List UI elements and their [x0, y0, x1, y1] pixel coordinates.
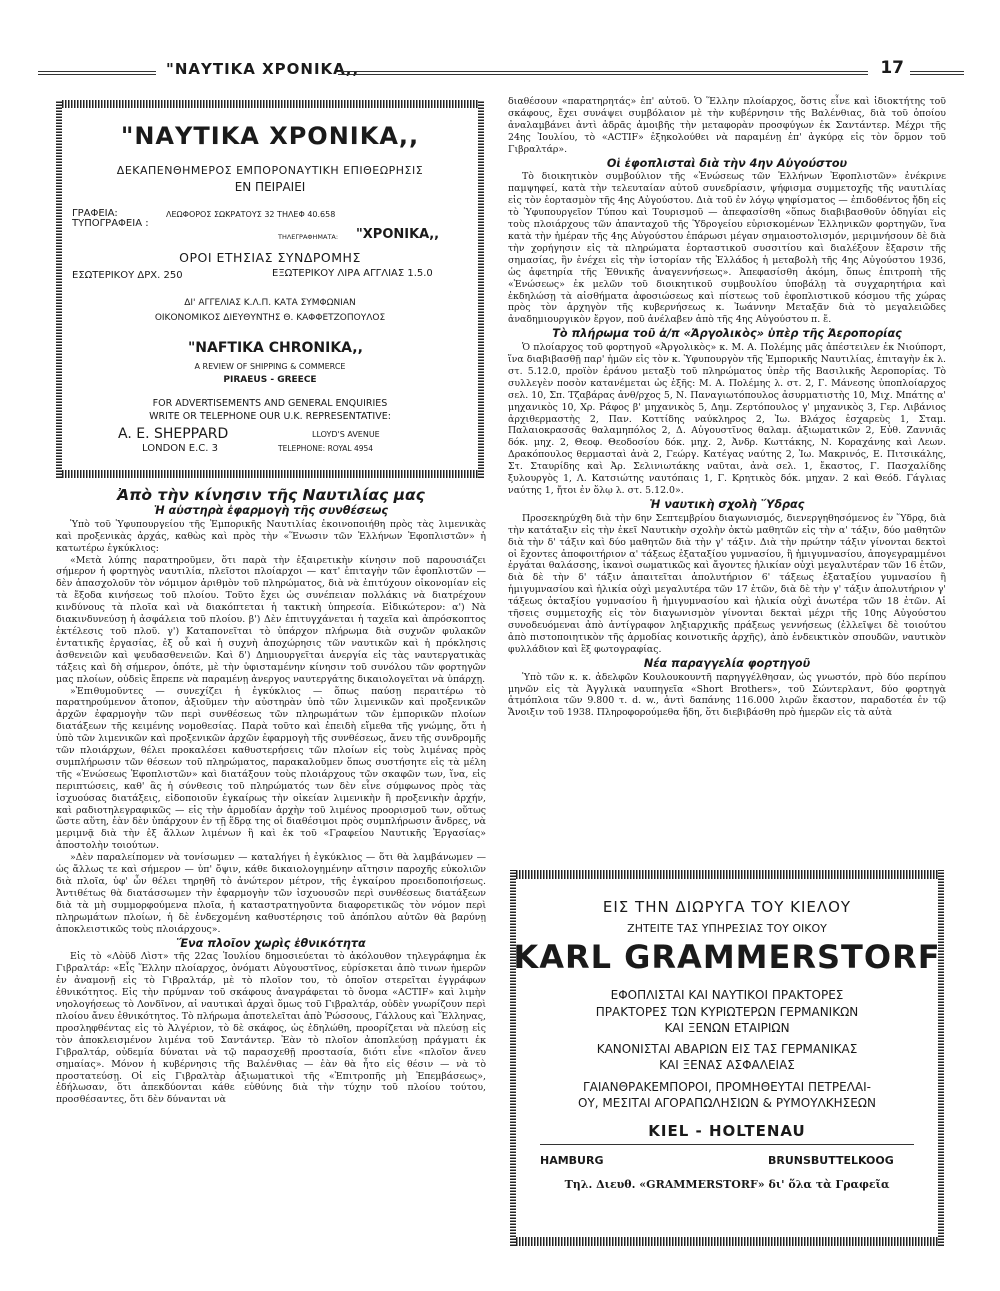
page-number: 17	[880, 58, 904, 78]
paragraph: »Δὲν παραλείπομεν νὰ τονίσωμεν — καταλήγει ἡ ἐγκύκλιος — ὅτι θὰ λαμβάνωμεν — ὡς ἄλλως τε καὶ σήμερον — ὑπ' ὄψιν, κάθε δικαιολογημένην αἴτησιν παροχῆς εὐκολιῶν διὰ πλοῖα, ὑφ' ὧν θέλει τηρηθῆ τὸ ἀνώτερον μέτρον, τῆς ἐγκαίρου προειδοποιήσεως. Ἀντιθέτως θὰ διατάσσωμεν τὴν ἐφαρμογὴν τῶν ἰσχυουσῶν περὶ συνθέσεως διατάξεων διὰ τὰ μὴ συμμορφούμενα πλοῖα, ἡ καταστρατηγοῦντα διαφορετικῶς τὸν νόμον περὶ πληρωμάτων πλοίων, ἡ δὲ ἐνδεχομένη καθυστέρησις τοῦ ἀπόπλου αὐτῶν θὰ βαρύνῃ ἀποκλειστικῶς τοὺς πλοιάρχους».	[56, 852, 486, 935]
advert-box	[510, 870, 944, 1246]
paragraph: Ὑπὸ τοῦ Ὑφυπουργείου τῆς Ἐμπορικῆς Ναυτιλίας ἐκοινοποιήθη πρὸς τὰς λιμενικὰς καὶ προξενικὰς ἀρχάς, καθὼς καὶ πρὸς τὴν «Ἕνωσιν τῶν Ἑλλήνων Ἐφοπλιστῶν» ἡ κατωτέρω ἐγκύκλιος:	[56, 518, 486, 554]
paragraph: »Ἐπιθυμοῦντες — συνεχίζει ἡ ἐγκύκλιος — ὅπως παύσῃ περαιτέρω τὸ παρατηρούμενον ἄτοπον, ἀξιοῦμεν τὴν αὐστηρὰν ὑπὸ τῶν λιμενικῶν καὶ προξενικῶν ἀρχῶν ἐφαρμογὴν τῶν περὶ συνθέσεως τῶν πληρωμάτων τῶν ἐμπορικῶν πλοίων διατάξεων τῆς κειμένης νομοθεσίας. Παρὰ τοῦτο καὶ ἐπειδὴ εἴμεθα τῆς γνώμης, ὅτι ἡ ὑπὸ τῶν λιμενικῶν καὶ προξενικῶν ἀρχῶν ἐφαρμογὴ τῆς συνθέσεως, ἄνευ τῆς συνδρομῆς τῶν πλοιάρχων, θέλει προκαλέσει καθυστερήσεις τῶν πλοίων εἰς τοὺς λιμένας πρὸς συμπλήρωσιν τῶν θέσεων τοῦ πληρώματος, παρακαλοῦμεν ὅπως συστήσητε εἰς τὰ μέλη τῆς «Ἑνώσεως Ἐφοπλιστῶν» καὶ διατάξουν τοὺς πλοιάρχους τῶν σκαφῶν των, ἵνα, εἰς περιπτώσεις, καθ' ἃς ἡ σύνθεσις τοῦ πληρώματός των δὲν εἶνε σύμφωνος πρὸς τὰς ἰσχυούσας διατάξεις, εἰδοποιοῦν ἐγκαίρως τὴν οἰκείαν λιμενικὴν ἢ προξενικὴν ἀρχήν, καὶ ραδιοτηλεγραφικῶς — εἰς τὴν ἀρμοδίαν ἀρχὴν τοῦ λιμένος προορισμοῦ των, οὕτως ὥστε αὕτη, ἐὰν δὲν ὑπάρχουν ἐν τῇ ἕδρᾳ της οἱ διαθέσιμοι πρὸς συμπλήρωσιν ἄνδρες, νὰ μεριμνᾷ διὰ τὴν ἐξ ἄλλων λιμένων ἢ καὶ ἐκ τοῦ «Γραφείου Ναυτικῆς Ἐργασίας» ἀποστολὴν τοιούτων.	[56, 685, 486, 852]
article-heading-crew-composition: Ἡ αὐστηρὰ ἐφαρμογὴ τῆς συνθέσεως	[154, 503, 388, 517]
header-rule-left	[38, 71, 156, 75]
telegraph-label: ΤΗΛΕΓΡΑΦΗΜΑΤΑ:	[278, 233, 339, 241]
advert-german-lines: ΠΡΑΚΤΟΡΕΣ ΤΩΝ ΚΥΡΙΩΤΕΡΩΝ ΓΕΡΜΑΝΙΚΩΝ	[595, 1005, 859, 1019]
paragraph: Ὁ πλοίαρχος τοῦ φορτηγοῦ «Ἀργολικὸς» κ. Μ. Α. Πολέμης μᾶς ἀπέστειλεν ἐκ Νιούπορτ, ἵνα διαβιβασθῇ παρ' ἡμῶν εἰς τὸν κ. Ὑφυπουργὸν τῆς Ἐμπορικῆς Ναυτιλίας, ἐπιταγὴν ἐκ λ. στ. 5.12.0, προϊὸν ἐράνου μεταξὺ τοῦ πληρώματος ὑπὲρ τῆς Βασιλικῆς Ἀεροπορίας. Τὸ συλλεγὲν ποσὸν κατανέμεται ὡς ἑξῆς: Μ. Α. Πολέμης λ. στ. 2, Γ. Μάνεσης ὑποπλοίαρχος σελ. 10, Σπ. Τζαβάρας ἀνθ/ρχος 5, Ν. Παναγιωτόπουλος ἀσυρματιστὴς 10, Μιχ. Μπάτης α' μηχανικὸς 10, Χρ. Ράφος β' μηχανικὸς 5, Δημ. Ζερτόπουλος γ' μηχανικὸς 3, Γερ. Λιβάνιος ἀρχιθερμαστὴς 2, Παν. Κοττίδης ναύκληρος 2, Ἰω. Βλάχος ἐσχαρεὺς 1, Σταμ. Παλαιοκρασσᾶς θαλαμηπόλος 2, Δ. Αὐγουστῖνος θαλαμ. ἀξιωματικῶν 2, Εὐθ. Ζαννιᾶς δόκ. μηχ. 2, Θεοφ. Θεοδοσίου δόκ. μηχ. 2, Ἀνδρ. Κωττάκης, Ν. Κοραχάνης καὶ Λεων. Δρακόπουλος θερμασταὶ ἀνὰ 2, Γεώργ. Κατέγας ναύτης 2, Ἰω. Μακρινός, Ε. Πιτσικάλης, Στ. Σταυρίδης καὶ Ἀρ. Σελινιωτάκης ναῦται, ἀνὰ σελ. 1, ἔκαστος, Γ. Πασχαλίδης ξυλουργὸς 1, Λ. Κατσιώτης ναυτόπαις 1, Γ. Κρητικὸς δόκ. μηχαν. 2 καὶ Θεόδ. Γάγλιας ναύτης 1, ἤτοι ἐν ὅλῳ λ. στ. 5.12.0».	[508, 342, 946, 496]
advert-border-top	[510, 870, 944, 879]
paragraph: Προσεκηρύχθη διὰ τὴν 6ην Σεπτεμβρίου διαγωνισμός, διενεργηθησόμενος ἐν Ὕδρᾳ, διὰ τὴν κατάταξιν εἰς τὴν ἐκεῖ Ναυτικὴν σχολὴν ὀκτὼ μαθητῶν εἰς τὴν α' τάξιν, δύο μαθητῶν διὰ τὴν δ' τάξιν καὶ δύο μαθητῶν διὰ τὴν γ' τάξιν. Διὰ τὴν πρώτην τάξιν γίνονται δεκτοὶ οἱ ἔχοντες ἀποφοιτήριον α' τάξεως ἑξαταξίου γυμνασίου, ἢ ἡμιγυμνασίου, ἀπογεγραμμένοι ἐργάται θαλάσσης, ἱκανοὶ σωματικῶς καὶ ἄγοντες ἡλικίαν οὐχὶ μεγαλυτέραν τῶν 16 ἐτῶν, διὰ δὲ τὴν δ' τάξιν ἀπαιτεῖται ἀπολυτήριον 6' τάξεως ἑξαταξίου γυμνασίου ἢ ἡμιγυμνασίου καὶ ἡλικία οὐχὶ μεγαλυτέρα τῶν 17 ἐτῶν, διὰ δὲ τὴν γ' τάξιν ἀπολυτήριον γ' τάξεως ὀκταξίου γυμνασίου ἢ ἡμιγυμνασίου καὶ ἡλικία οὐχὶ ἀνωτέρα τῶν 18 ἐτῶν. Αἱ τῆσεις συμμετοχῆς εἰς τὸν διαγωνισμὸν γίνονται δεκταὶ μέχρι τῆς 10ης Αὐγούστου συνοδευόμεναι ἀπὸ ἀντίγραφον ληξιαρχικῆς πράξεως γεννήσεως (ἐλλεῖψει δὲ τοιούτου ἀπὸ πιστοποιητικὸν τῆς ἁρμοδίας κοινοτικῆς ἀρχῆς), ἀπὸ ἐνδεικτικὸν σπουδῶν, ναυτικὸν φυλλάδιον καὶ ἓξ φωτογραφίας.	[508, 512, 946, 655]
paragraph: Εἰς τὸ «Λὸϋδ Λὶστ» τῆς 22ας Ἰουλίου δημοσιεύεται τὸ ἀκόλουθον τηλεγράφημα ἐκ Γιβραλτάρ: «Εἷς Ἕλλην πλοίαρχος, ὀνόματι Αὐγουστῖνος, εὑρίσκεται ἀπὸ τινων ἡμερῶν ἐν ἀναμονῇ εἰς τὸ Γιβραλτάρ, μὲ τὸ πλοῖον του, τὸ ὁποῖον στερεῖται ἐγγράφων ἐθνικότητος. Εἰς τὴν πρύμναν τοῦ σκάφους ἀναγράφεται τὸ ὄνομα «ACTIF» καὶ λιμὴν νηολογήσεως τὸ Λονδῖνον, αἱ ναυτικαὶ ἀρχαὶ ὅμως τοῦ Γιβραλτάρ, οὐδὲν γνωρίζουν περὶ πλοίου ἄνευ ἐθνικότητος. Τὸ πλήρωμα ἀποτελεῖται ἀπὸ Ῥώσσους, Γάλλους καὶ Ἕλληνας, προσληφθέντας εἰς τὸ Ἀλγέριον, τὸ δὲ σκάφος, ὡς ἐδηλώθη, προορίζεται νὰ πλεύσῃ εἰς τὸν ἀποκλεισμένον λιμένα τοῦ Σαντάντερ. Ἐὰν τὸ πλοῖον ἀποπλεύσῃ πράγματι ἐκ Γιβραλτάρ, οὐδεμία δύναται νὰ τῷ παρασχεθῇ προστασία, διότι εἶνε «πλοῖον ἄνευ σημαίας». Μόνον ἡ κυβέρνησις τῆς Βαλένθιας — ἐὰν θὰ ἦτο εἰς θέσιν — νὰ τὸ προστατεύσῃ. Οἱ εἰς Γιβραλτὰρ ἀξιωματικοὶ τῆς «Ἐπιτροπῆς μὴ Ἐπεμβάσεως», ἐδήλωσαν, ὅτι ἀπεκδύονται κάθε εὐθύνης διὰ τὴν τύχην τοῦ πλοίου τούτου, προσθέσαντες, ὅτι δὲν δύνανται νὰ	[56, 951, 486, 1106]
advert-telegraph: Τηλ. Διευθ. «GRAMMERSTORF» δι' ὅλα τὰ Γραφεῖα	[564, 1178, 890, 1191]
article-heading-hydra-school: Ἡ ναυτικὴ σχολὴ Ὕδρας	[649, 497, 805, 511]
paragraph: Ὑπὸ τῶν κ. κ. ἀδελφῶν Κουλουκουντῆ παρηγγέλθησαν, ὡς γνωστόν, πρὸ δύο περίπου μηνῶν εἰς τὰ Ἀγγλικὰ ναυπηγεῖα «Short Brothers», τοῦ Σώντερλαντ, δύο φορτηγὰ ἀτμόπλοια τῶν 9.800 τ. d. w., ἀντὶ δαπάνης 116.000 λιρῶν ἕκαστον, παραδοτέα ἐν τῷ Ἄνοιξιν τοῦ 1938. Πληροφορούμεθα ἤδη, ὅτι διεβιβάσθη πρὸ ἡμερῶν εἰς τὰ αὐτὰ	[508, 671, 946, 719]
subscription-title: ΟΡΟΙ ΕΤΗΣΙΑΣ ΣΥΝΔΡΟΜΗΣ	[179, 250, 361, 265]
advert-foreign-lines: ΚΑΙ ΞΕΝΩΝ ΕΤΑΙΡΙΩΝ	[664, 1021, 790, 1035]
paragraph: Τὸ διοικητικὸν συμβούλιον τῆς «Ἑνώσεως τῶν Ἑλλήνων Ἐφοπλιστῶν» ἐνέκρινε παμψηφεί, κατὰ τὴν τελευταίαν αὐτοῦ συνεδρίασιν, ψήφισμα συμμετοχῆς τῆς ναυτιλίας εἰς τὸν ἑορτασμὸν τῆς 4ης Αὐγούστου. Διὰ τοῦ ἐν λόγῳ ψηφίσματος — ἐπιδοθέντος ἤδη εἰς τὸ Ὑφυπουργεῖον Τύπου καὶ Τουρισμοῦ — ἀπεφασίσθη «ὅπως διαβιβασθοῦν ὁδηγίαι εἰς τοὺς πλοιάρχους τῶν ἁπανταχοῦ τῆς Ὑδρογείου εὑρισκομένων Ἑλληνικῶν φορτηγῶν, ἵνα κατὰ τὴν ἡμέραν τῆς 4ης Αὐγούστου ἐπάρωσι μέγαν σημαιοστολισμόν, μεριμνήσουν δὲ διὰ τὴν χορήγησιν εἰς τὰ πληρώματα ἑορταστικοῦ συσσιτίου καὶ διαλέξουν ἔξαρσιν τῆς σημασίας, ἣν ἐνέχει εἰς τὴν ἱστορίαν τῆς Ἑλλάδος ἡ μεταβολὴ τῆς 4ης Αὐγούστου 1936, ὡς ἀφετηρία τῆς Ἐθνικῆς ἀναγεννήσεως». Ἀπεφασίσθη ἀκόμη, ὅπως ἐπιτροπὴ τῆς «Ἑνώσεως» ἐκ μελῶν τοῦ διοικητικοῦ συμβουλίου ὑποβάλῃ τὰ συγχαρητήρια καὶ ἐκδηλώσῃ τὰ αἰσθήματα ἀφοσιώσεως καὶ πίστεως τοῦ ἐφοπλιστικοῦ κόσμου τῆς χώρας πρὸς τὸν ἀρχηγὸν τῆς κυβερνήσεως κ. Ἰωάννην Μεταξᾶν διὰ τὸ μεγαλειῶδες ἀναδημιουργικὸν ἔργον, ποῦ ἀνέλαβεν ἀπὸ τῆς 4ης Αὐγούστου π. ἔ.	[508, 171, 946, 326]
latin-subtitle: A REVIEW OF SHIPPING & COMMERCE	[194, 362, 346, 371]
page-header	[38, 58, 964, 84]
domestic-price: ΕΣΩΤΕΡΙΚΟΥ ΔΡΧ. 250	[72, 270, 183, 281]
uk-enquiries: FOR ADVERTISEMENTS AND GENERAL ENQUIRIES	[152, 398, 388, 409]
masthead-city: ΕΝ ΠΕΙΡΑΙΕΙ	[234, 180, 306, 194]
financial-director: ΟΙΚΟΝΟΜΙΚΟΣ ΔΙΕΥΘΥΝΤΗΣ Θ. ΚΑΦΦΕΤΖΟΠΟΥΛΟΣ	[154, 313, 386, 323]
rep-name: A. E. SHEPPARD	[118, 426, 229, 442]
advert-agents: ΕΦΟΠΛΙΣΤΑΙ ΚΑΙ ΝΑΥΤΙΚΟΙ ΠΡΑΚΤΟΡΕΣ	[610, 988, 844, 1002]
foreign-price: ΕΞΩΤΕΡΙΚΟΥ ΛΙΡΑ ΑΓΓΛΙΑΣ 1.5.0	[272, 268, 433, 279]
article-heading-new-order: Νέα παραγγελία φορτηγοῦ	[643, 656, 811, 670]
advert-brand: KARL GRAMMERSTORF	[513, 938, 941, 976]
rep-street: LLOYD'S AVENUE	[312, 430, 380, 439]
advert-insurance: ΚΑΙ ΞΕΝΑΣ ΑΣΦΑΛΕΙΑΣ	[659, 1058, 795, 1072]
advert-divider	[540, 1144, 914, 1145]
article-heading-shipowners: Οἱ ἐφοπλισταὶ διὰ τὴν 4ην Αὐγούστου	[606, 156, 848, 170]
advert-brunsbuttel: BRUNSBUTTELKOOG	[768, 1154, 894, 1167]
offices-label: ΓΡΑΦΕΙΑ:	[72, 208, 118, 219]
print-shop-label: ΤΥΠΟΓΡΑΦΕΙΑ :	[72, 218, 149, 229]
advert-services: ΖΗΤΕΙΤΕ ΤΑΣ ΥΠΗΡΕΣΙΑΣ ΤΟΥ ΟΙΚΟΥ	[627, 922, 827, 935]
masthead-box	[56, 100, 484, 478]
article-heading-stateless-ship: Ἕνα πλοῖον χωρὶς ἐθνικότητα	[176, 936, 366, 950]
advert-border-bottom	[510, 1237, 944, 1246]
paragraph: διαθέσουν «παρατηρητάς» ἐπ' αὐτοῦ. Ὁ Ἕλλην πλοίαρχος, ὅστις εἶνε καὶ ἰδιοκτήτης τοῦ σκάφους, ἔχει συνάψει συμβόλαιον μὲ τὴν κυβέρνησιν τῆς Βαλένθιας, διὰ τοῦ ὁποίου ἀναλαμβάνει ἀντὶ ἁδρᾶς ἀμοιβῆς τὴν μεταφορὰν προσφύγων ἐκ Σαντάντερ. Μέχρι τῆς 24ης Ἰουλίου, τὸ «ACTIF» ἐξηκολούθει νὰ παραμένῃ ἐπ' ἀγκύρᾳ εἰς τὸν ὅρμον τοῦ Γιβραλτάρ».	[508, 96, 946, 155]
advertising-terms: ΔΙ' ΑΓΓΕΛΙΑΣ Κ.Λ.Π. ΚΑΤΑ ΣΥΜΦΩΝΙΑΝ	[184, 298, 356, 308]
paragraph: «Μετὰ λύπης παρατηροῦμεν, ὅτι παρὰ τὴν ἐξαιρετικὴν κίνησιν ποῦ παρουσιάζει σήμερον ἡ φορτηγὸς ναυτιλία, πλεῖστοι πλοίαρχοι — κατ' ἐπιταγὴν τῶν ἐφοπλιστῶν — δὲν ἀπασχολοῦν τὸν νόμιμον ἀριθμὸν τοῦ πληρώματος, διὰ νὰ ἐπιτύχουν οἰκονομίαν εἰς τὰ ἔξοδα κινήσεως τοῦ πλοίου. Τοῦτο ἔχει ὡς συνέπειαν πολλάκις νὰ διατρέχουν κινδύνους τὰ πλοῖα καὶ νὰ διακόπτεται ἡ τακτικὴ ὑπηρεσία. Εἰδικώτερον: α') Νὰ διακινδυνεύσῃ ἡ ἀσφάλεια τοῦ πλοίου. β') Δὲν ἐπιτυγχάνεται ἡ ταχεῖα καὶ ἀπρόσκοπτος ἐκτέλεσις τοῦ πλοῦ. γ') Καταπονεῖται τὸ ὑπάρχον πλήρωμα διὰ συχνῶν φυλακῶν ἐντατικῆς ἐργασίας, ἐξ οὗ καὶ ἡ συχνὴ ἀποχώρησις τῶν ναυτικῶν καὶ ἡ πρόκλησις ἀσθενειῶν καὶ ψευδασθενειῶν. Καὶ δ') Δημιουργεῖται ἀνεργία εἰς τὰς ναυτεργατικὰς τάξεις καὶ δὴ σήμερον, ὁπότε, μὲ τὴν ὑφισταμένην κίνησιν τοῦ συνόλου τῶν φορτηγῶν μας πλοίων, οὐδεὶς ἔπρεπε νὰ παραμένῃ ἀνεργος ναυτεργάτης δικαιολογεῖται νὰ ὑπάρχῃ.	[56, 554, 486, 685]
masthead-address: ΛΕΩΦΟΡΟΣ ΣΩΚΡΑΤΟΥΣ 32 ΤΗΛΕΦ 40.658	[166, 210, 336, 219]
running-title: "ΝΑΥΤΙΚΑ ΧΡΟΝΙΚΑ,,	[166, 60, 360, 78]
rep-city: LONDON E.C. 3	[142, 443, 218, 454]
advert-hamburg: HAMBURG	[540, 1154, 604, 1167]
advert-brokers: ΟΥ, ΜΕΣΙΤΑΙ ΑΓΟΡΑΠΩΛΗΣΙΩΝ & ΡΥΜΟΥΛΚΗΣΕΩΝ	[578, 1096, 876, 1110]
advert-main-office: KIEL - HOLTENAU	[648, 1122, 806, 1140]
advert-coal-merchants: ΓΑΙΑΝΘΡΑΚΕΜΠΟΡΟΙ, ΠΡΟΜΗΘΕΥΤΑΙ ΠΕΤΡΕΛΑΙ-	[582, 1080, 871, 1094]
masthead-title: "ΝΑΥΤΙΚΑ ΧΡΟΝΙΚΑ,,	[120, 122, 420, 150]
header-rule-right	[910, 71, 964, 75]
rep-phone: TELEPHONE: ROYAL 4954	[278, 444, 374, 453]
right-column	[508, 96, 946, 719]
advert-average-adjusters: ΚΑΝΟΝΙΣΤΑΙ ΑΒΑΡΙΩΝ ΕΙΣ ΤΑΣ ΓΕΡΜΑΝΙΚΑΣ	[596, 1042, 858, 1056]
left-column	[56, 486, 486, 1106]
advert-kiel-canal: ΕΙΣ ΤΗΝ ΔΙΩΡΥΓΑ ΤΟΥ ΚΙΕΛΟΥ	[602, 898, 852, 916]
latin-title: "NAFTIKA CHRONIKA,,	[188, 340, 363, 356]
header-rule-middle	[338, 71, 868, 75]
telegraph-address: "ΧΡΟΝΙΚΑ,,	[356, 227, 440, 242]
masthead-border-top	[56, 100, 484, 108]
section-heading: Ἀπὸ τὴν κίνησιν τῆς Ναυτιλίας μας	[117, 486, 425, 504]
latin-city: PIRAEUS - GREECE	[223, 375, 317, 385]
masthead-subtitle: ΔΕΚΑΠΕΝΘΗΜΕΡΟΣ ΕΜΠΟΡΟΝΑΥΤΙΚΗ ΕΠΙΘΕΩΡΗΣΙΣ	[116, 164, 424, 177]
article-heading-argolikos: Τὸ πλήρωμα τοῦ ἀ/π «Ἀργολικὸς» ὑπὲρ τῆς Ἀεροπορίας	[552, 327, 902, 341]
uk-representative: WRITE OR TELEPHONE OUR U.K. REPRESENTATIVE:	[149, 411, 391, 422]
masthead-border-bottom	[56, 470, 484, 478]
